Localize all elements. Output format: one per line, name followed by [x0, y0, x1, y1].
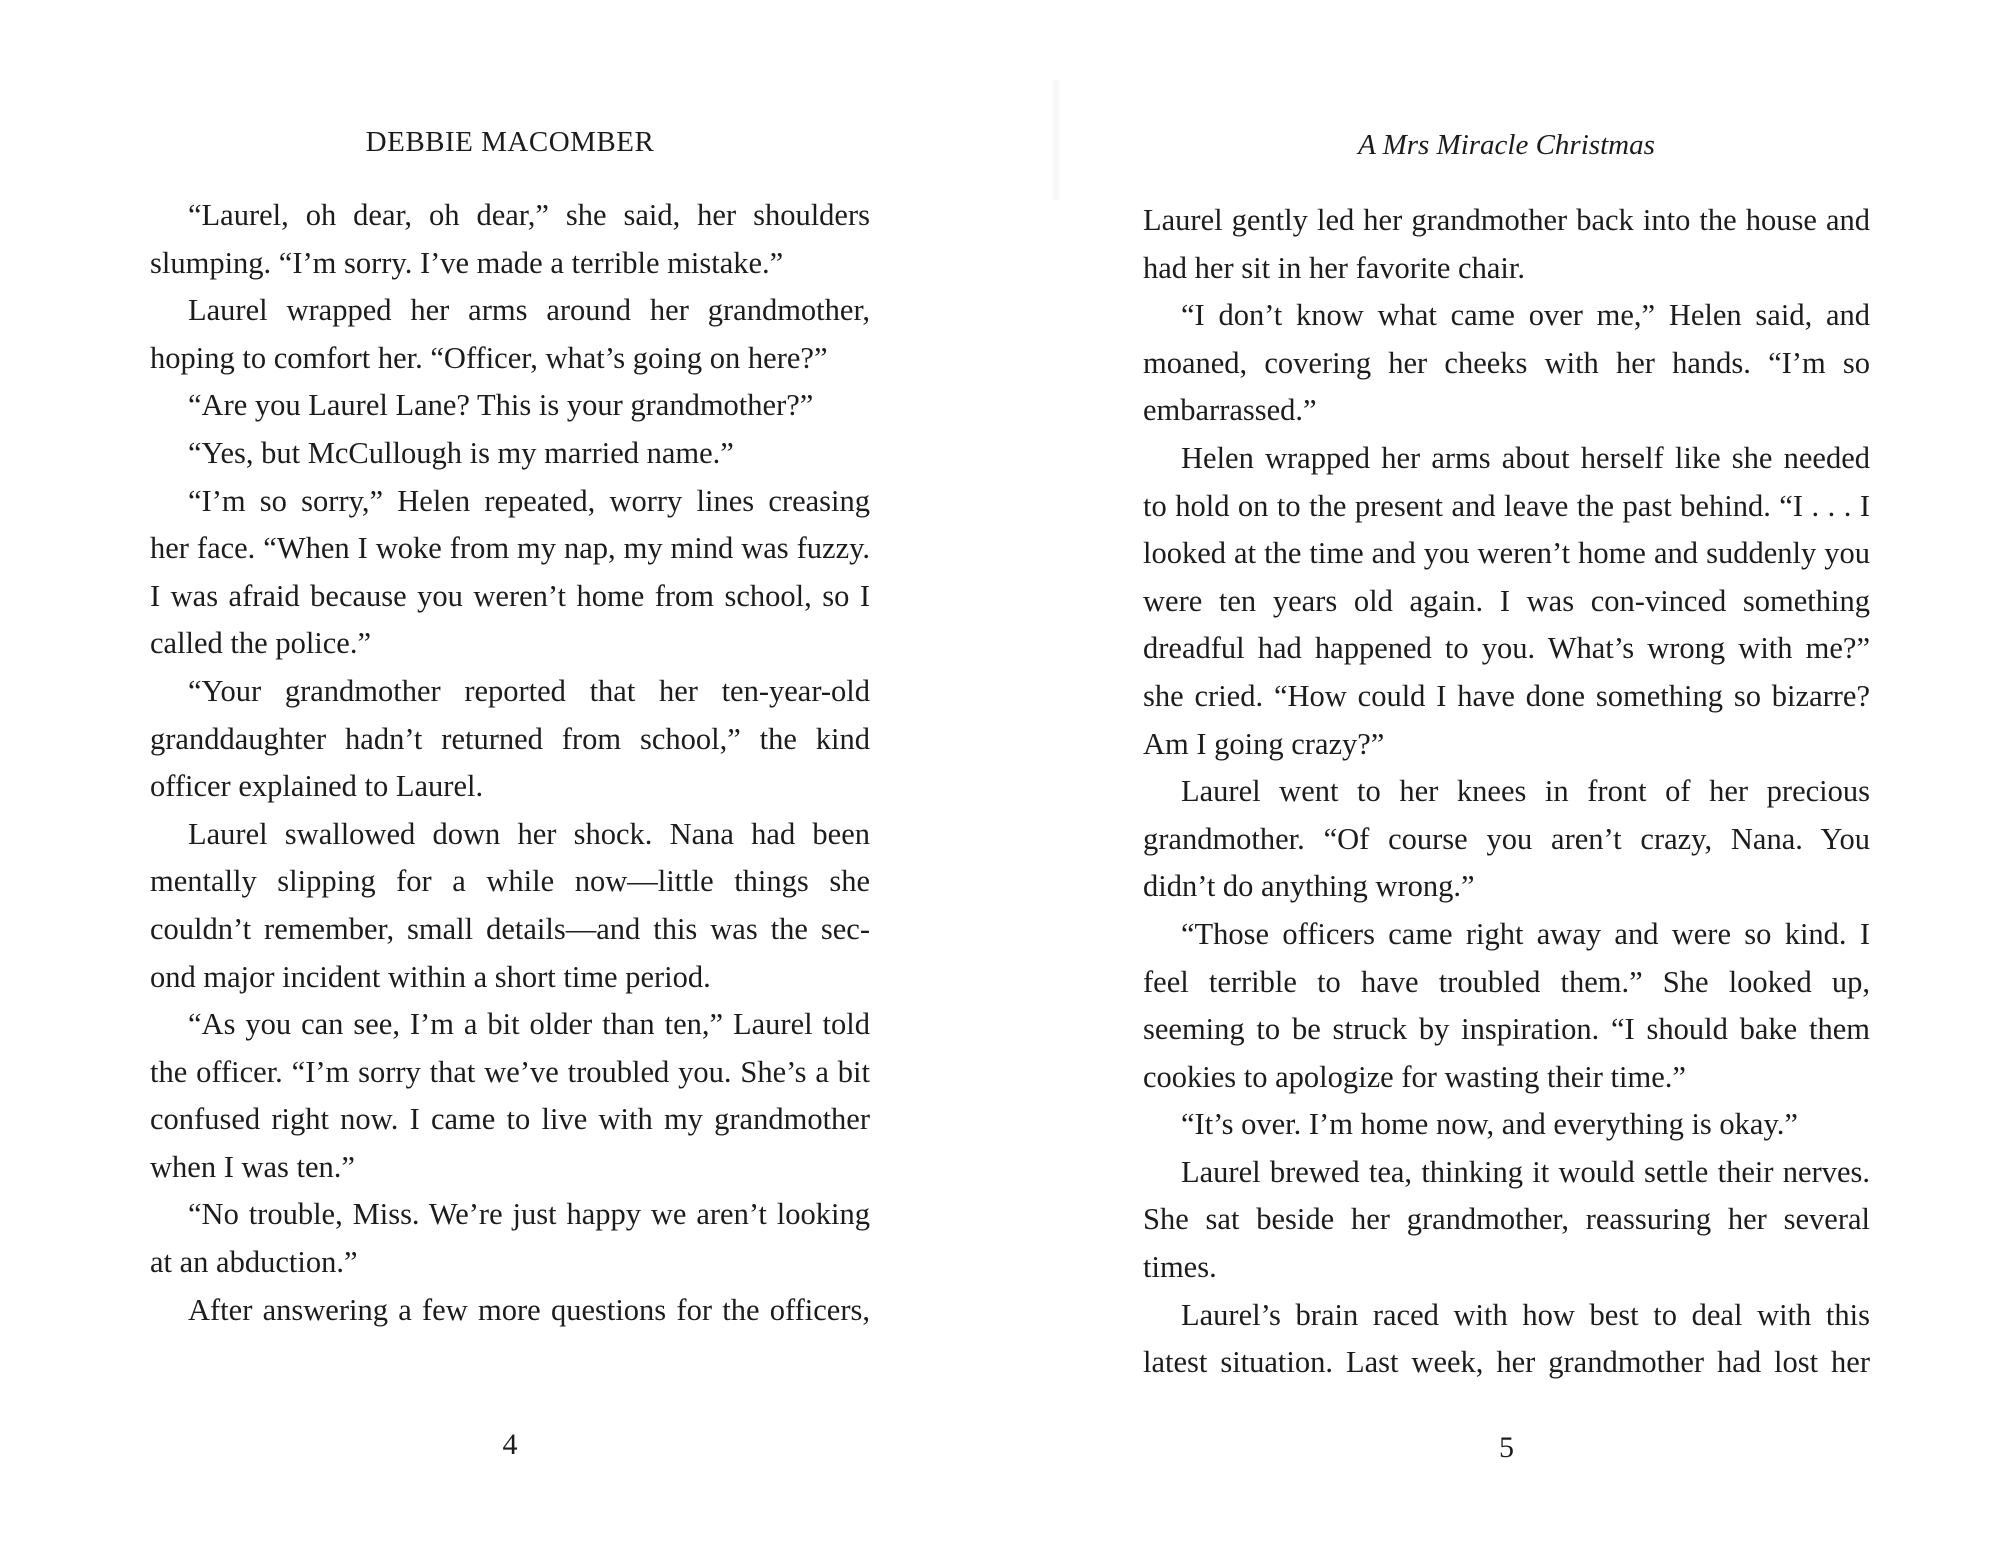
paragraph: Helen wrapped her arms about herself like she needed to hold on to the present and leave the past behind. “I . . . I looked at the time and you weren’t home and suddenly you were ten years old again. I was con-vinced something dreadful had happened to you. What’s wrong with me?” she cried. “How could I have done something so bizarre? Am I going crazy?”	[1143, 440, 1870, 761]
paragraph-continuation: Laurel gently led her grandmother back into the house and had her sit in her favorite chair.	[1143, 203, 1870, 285]
paragraph-continued: After answering a few more questions for the officers,	[188, 1292, 870, 1327]
paragraph: Laurel wrapped her arms around her grandmother, hoping to comfort her. “Officer, what’s going on here?”	[150, 293, 870, 375]
paragraph: “No trouble, Miss. We’re just happy we aren’t looking at an abduction.”	[150, 1197, 870, 1280]
paragraph: Laurel brewed tea, thinking it would settle their nerves. She sat beside her grandmother, reassuring her several times.	[1143, 1154, 1870, 1285]
paragraph: Laurel went to her knees in front of her precious grandmother. “Of course you aren’t crazy, Nana. You didn’t do anything wrong.”	[1143, 774, 1870, 904]
running-head-title: A Mrs Miracle Christmas	[1358, 129, 1655, 161]
paragraph: “Yes, but McCullough is my married name.”	[188, 435, 734, 470]
paragraph: “I’m so sorry,” Helen repeated, worry lines creasing her face. “When I woke from my nap, my mind was fuzzy. I was afraid because you weren’t home from school, so I called the police.”	[150, 483, 870, 661]
running-head-author: DEBBIE MACOMBER	[365, 126, 655, 158]
book-gutter	[1051, 80, 1061, 200]
paragraph: “I don’t know what came over me,” Helen said, and moaned, covering her cheeks with her hands. “I’m so embarrassed.”	[1143, 298, 1870, 428]
paragraph: “It’s over. I’m home now, and everything is okay.”	[1181, 1107, 1798, 1142]
paragraph: “Are you Laurel Lane? This is your grandmother?”	[188, 388, 814, 423]
right-page-text	[1143, 197, 1870, 1387]
paragraph: Laurel swallowed down her shock. Nana had been mentally slipping for a while now—little things she couldn’t remember, small details—and this was the sec-ond major incident within a short time period.	[150, 816, 870, 994]
paragraph: “Your grandmother reported that her ten-year-old granddaughter hadn’t returned from school,” the kind officer explained to Laurel.	[150, 673, 870, 804]
paragraph: “Laurel, oh dear, oh dear,” she said, her shoulders slumping. “I’m sorry. I’ve made a terrible mistake.”	[150, 198, 870, 280]
paragraph: “As you can see, I’m a bit older than ten,” Laurel told the officer. “I’m sorry that we’ve troubled you. She’s a bit confused right now. I came to live with my grandmother when I was ten.”	[150, 1007, 870, 1184]
paragraph: “Those officers came right away and were so kind. I feel terrible to have troubled them.” She looked up, seeming to be struck by inspiration. “I should bake them cookies to apologize for wasting their time.”	[1143, 916, 1870, 1094]
paragraph-continued: Laurel’s brain raced with how best to deal with this latest situation. Last week, her grandmother had lost her	[1143, 1297, 1870, 1380]
left-page-text	[150, 192, 870, 1334]
page-number: 5	[1499, 1431, 1514, 1464]
page-number: 4	[502, 1428, 518, 1461]
